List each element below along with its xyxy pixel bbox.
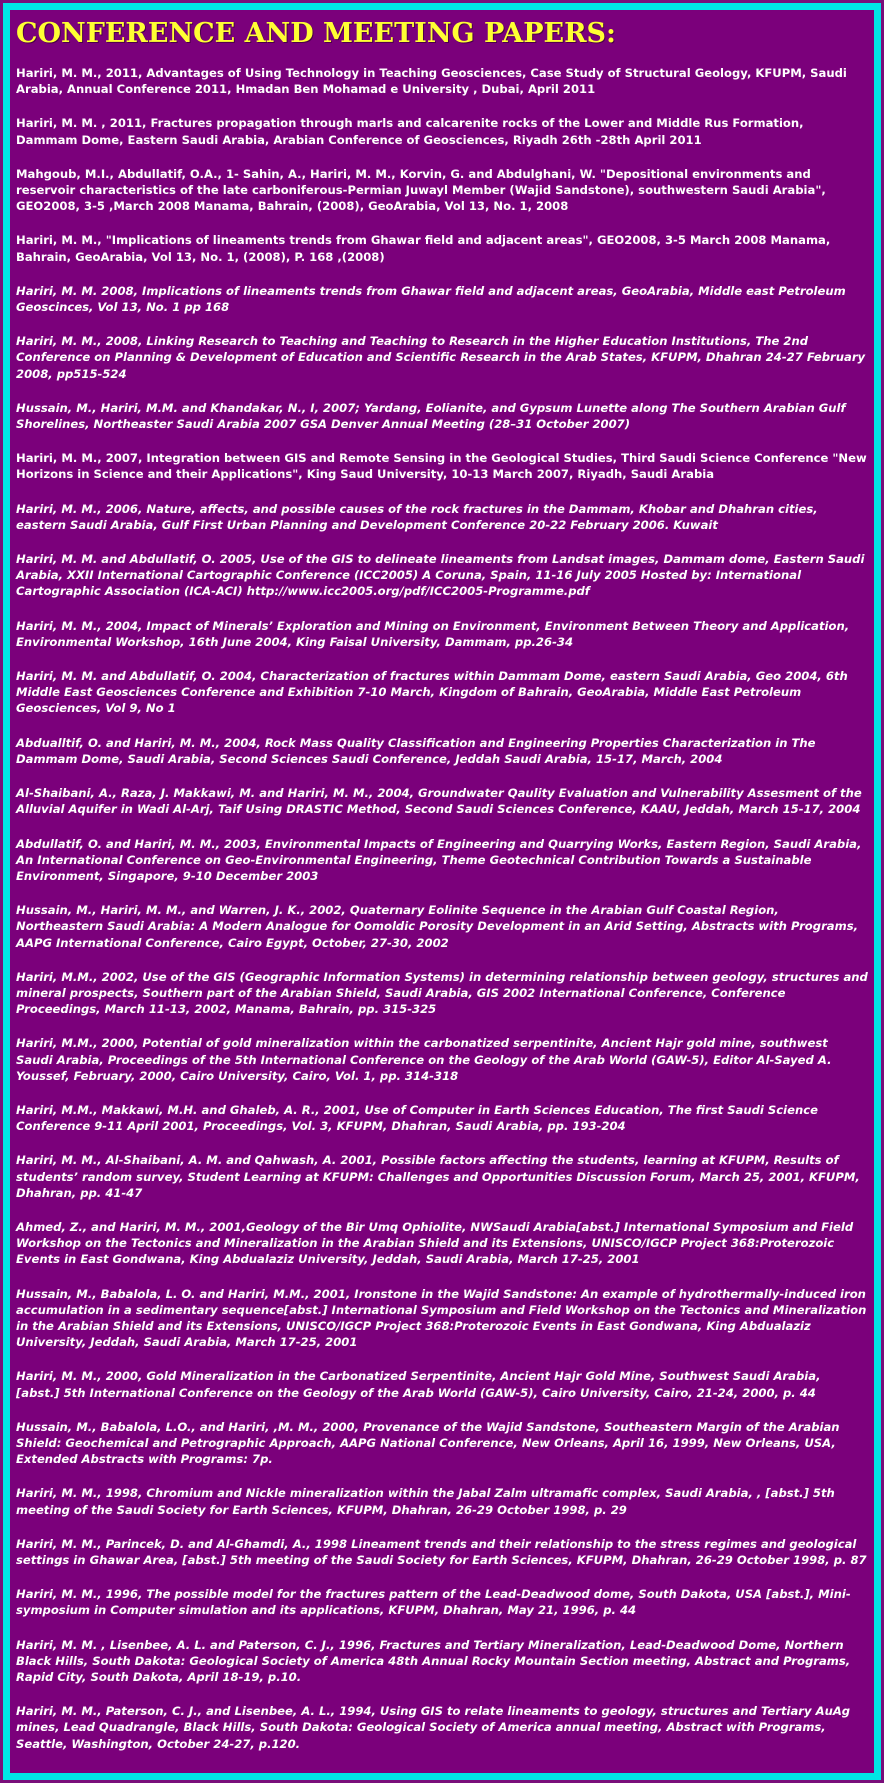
publication-entry: Hariri, M. M. 2008, Implications of lineaments trends from Ghawar field and adjacent areas, GeoArabia, Middle east Petroleum Geoscinces, Vol 13, No. 1 pp 168 [16, 283, 846, 315]
publication-entry: Hariri, M. M., 1996, The possible model for the fractures pattern of the Lead-Deadwood dome, South Dakota, USA [abst.], Mini-symposium in Computer simulation and its applications, KFUPM, Dhahran, May 21, 1996, p. 44 [16, 1587, 851, 1618]
publication-entry: Ahmed, Z., and Hariri, M. M., 2001,Geology of the Bir Umq Ophiolite, NWSaudi Arabia[abst.] International Symposium and Field Workshop on the Tectonics and Mineralization in the Arabian Shield and its Extensions, UNISCO/IGCP Project 368:Proterozoic Events in East Gondwana, King Abdualaziz University, Jeddah, Saudi Arabia, March 17-25, 2001 [16, 1219, 854, 1267]
publication-entry: Hariri, M. M., 1998, Chromium and Nickle mineralization within the Jabal Zalm ultramafic complex, Saudi Arabia, , [abst.] 5th meeting of the Saudi Society for Earth Sciences, KFUPM, Dhahran, 26-29 October 1998, p. 29 [16, 1486, 835, 1517]
page-frame [3, 3, 881, 1780]
publication-entry: Hussain, M., Hariri, M.M. and Khandakar, N., I, 2007; Yardang, Eolianite, and Gypsum Lunette along The Southern Arabian Gulf Shorelines, Northeaster Saudi Arabia 2007 GSA Denver Annual Meeting (28–31 October 2007) [16, 400, 846, 432]
publication-entry: Hussain, M., Hariri, M. M., and Warren, J. K., 2002, Quaternary Eolinite Sequence in the Arabian Gulf Coastal Region, Northeastern Saudi Arabia: A Modern Analogue for Oomoldic Porosity Development in an Arid Setting, Abstracts with Programs, AAPG International Conference, Cairo Egypt, October, 27-30, 2002 [16, 903, 859, 950]
publication-entry: Hariri, M. M. and Abdullatif, O. 2004, Characterization of fractures within Dammam Dome, eastern Saudi Arabia, Geo 2004, 6th Middle East Geosciences Conference and Exhibition 7-10 March, Kingdom of Bahrain, GeoArabia, Middle East Petroleum Geosciences, Vol 9, No 1 [16, 669, 848, 716]
publication-entry: Mahgoub, M.I., Abdullatif, O.A., 1- Sahin, A., Hariri, M. M., Korvin, G. and Abdulghani, W. "Depositional environments and reservoir characteristics of the late carboniferous-Permian Juwayl Member (Wajid Sandstone), southwestern Saudi Arabia", GEO2008, 3-5 ,March 2008 Manama, Bahrain, (2008), GeoArabia, Vol 13, No. 1, 2008 [16, 166, 826, 214]
page-title: CONFERENCE AND MEETING PAPERS: [16, 18, 617, 49]
publication-entry: Abdullatif, O. and Hariri, M. M., 2003, Environmental Impacts of Engineering and Quarrying Works, Eastern Region, Saudi Arabia, An International Conference on Geo-Environmental Engineering, Theme Geotechnical Contribution Towards a Sustainable Environment, Singapore, 9-10 December 2003 [16, 836, 862, 883]
publication-entry: Hariri, M. M. , Lisenbee, A. L. and Paterson, C. J., 1996, Fractures and Tertiary Mineralization, Lead-Deadwood Dome, Northern Black Hills, South Dakota: Geological Society of America 48th Annual Rocky Mountain Section meeting, Abstract and Programs, Rapid City, South Dakota, April 18-19, p.10. [16, 1637, 851, 1685]
publication-entry: Hariri, M. M. , 2011, Fractures propagation through marls and calcarenite rocks of the Lower and Middle Rus Formation, Dammam Dome, Eastern Saudi Arabia, Arabian Conference of Geosciences, Riyadh 26th -28th April 2011 [16, 116, 804, 147]
content [10, 10, 874, 1752]
publication-entry: Hussain, M., Babalola, L.O., and Hariri, ,M. M., 2000, Provenance of the Wajid Sandstone, Southeastern Margin of the Arabian Shield: Geochemical and Petrographic Approach, AAPG National Conference, New Orleans, April 16, 1999, New Orleans, USA, Extended Abstracts with Programs: 7p. [16, 1419, 840, 1467]
publication-entry: Hussain, M., Babalola, L. O. and Hariri, M.M., 2001, Ironstone in the Wajid Sandstone: An example of hydrothermally-induced iron accumulation in a sedimentary sequence[abst.] International Symposium and Field Workshop on the Tectonics and Mineralization in the Arabian Shield and its Extensions, UNISCO/IGCP Project 368:Proterozoic Events in East Gondwana, King Abdualaziz University, Jeddah, Saudi Arabia, March 17-25, 2001 [16, 1286, 867, 1350]
publication-list [16, 65, 868, 1752]
publication-entry: Hariri, M.M., 2000, Potential of gold mineralization within the carbonatized serpentinite, Ancient Hajr gold mine, southwest Saudi Arabia, Proceedings of the 5th International Conference on the Geology of the Arab World (GAW-5), Editor Al-Sayed A. Youssef, February, 2000, Cairo University, Cairo, Vol. 1, pp. 314-318 [16, 1036, 832, 1083]
publication-entry: Hariri, M.M., Makkawi, M.H. and Ghaleb, A. R., 2001, Use of Computer in Earth Sciences Education, The first Saudi Science Conference 9-11 April 2001, Proceedings, Vol. 3, KFUPM, Dhahran, Saudi Arabia, pp. 193-204 [16, 1102, 818, 1134]
publication-entry: Hariri, M. M., Paterson, C. J., and Lisenbee, A. L., 1994, Using GIS to relate lineaments to geology, structures and Tertiary AuAg mines, Lead Quadrangle, Black Hills, South Dakota: Geological Society of America annual meeting, Abstract with Programs, Seattle, Washington, October 24-27, p.120. [16, 1704, 851, 1751]
publication-entry: Hariri, M. M., 2008, Linking Research to Teaching and Teaching to Research in the Higher Education Institutions, The 2nd Conference on Planning & Development of Education and Scientific Research in the Arab States, KFUPM, Dhahran 24-27 February 2008, pp515-524 [16, 334, 866, 381]
publication-entry: Hariri, M. M., Al-Shaibani, A. M. and Qahwash, A. 2001, Possible factors affecting the students, learning at KFUPM, Results of students’ random survey, Student Learning at KFUPM: Challenges and Opportunities Discussion Forum, March 25, 2001, KFUPM, Dhahran, pp. 41-47 [16, 1153, 860, 1200]
publication-entry: Al-Shaibani, A., Raza, J. Makkawi, M. and Hariri, M. M., 2004, Groundwater Qaulity Evaluation and Vulnerability Assesment of the Alluvial Aquifer in Wadi Al-Arj, Taif Using DRASTIC Method, Second Saudi Sciences Conference, KAAU, Jeddah, March 15-17, 2004 [16, 786, 862, 817]
publication-entry: Hariri, M. M., 2011, Advantages of Using Technology in Teaching Geosciences, Case Study of Structural Geology, KFUPM, Saudi Arabia, Annual Conference 2011, Hmadan Ben Mohamad e University , Dubai, April 2011 [16, 66, 847, 97]
publication-entry: Hariri, M. M., "Implications of lineaments trends from Ghawar field and adjacent areas", GEO2008, 3-5 March 2008 Manama, Bahrain, GeoArabia, Vol 13, No. 1, (2008), P. 168 ,(2008) [16, 233, 831, 264]
publication-entry: Hariri, M. M., 2006, Nature, affects, and possible causes of the rock fractures in the Dammam, Khobar and Dhahran cities, eastern Saudi Arabia, Gulf First Urban Planning and Development Conference 20-22 February 2006. Kuwait [16, 501, 818, 532]
publication-entry: Hariri, M. M., 2004, Impact of Minerals’ Exploration and Mining on Environment, Environment Between Theory and Application, Environmental Workshop, 16th June 2004, King Faisal University, Dammam, pp.26-34 [16, 618, 850, 649]
publication-entry: Hariri, M. M., 2000, Gold Mineralization in the Carbonatized Serpentinite, Ancient Hajr Gold Mine, Southwest Saudi Arabia, [abst.] 5th International Conference on the Geology of the Arab World (GAW-5), Cairo University, Cairo, 21-24, 2000, p. 44 [16, 1369, 821, 1400]
publication-entry: Abdualltif, O. and Hariri, M. M., 2004, Rock Mass Quality Classification and Engineering Properties Characterization in The Dammam Dome, Saudi Arabia, Second Sciences Saudi Conference, Jeddah Saudi Arabia, 15-17, March, 2004 [16, 735, 816, 766]
publication-entry: Hariri, M. M., 2007, Integration between GIS and Remote Sensing in the Geological Studies, Third Saudi Science Conference "New Horizons in Science and their Applications", King Saud University, 10-13 March 2007, Riyadh, Saudi Arabia [16, 451, 867, 482]
publication-entry: Hariri, M.M., 2002, Use of the GIS (Geographic Information Systems) in determining relationship between geology, structures and mineral prospects, Southern part of the Arabian Shield, Saudi Arabia, GIS 2002 International Conference, Conference Proceedings, March 11-13, 2002, Manama, Bahrain, pp. 315-325 [16, 969, 868, 1017]
publication-entry: Hariri, M. M., Parincek, D. and Al-Ghamdi, A., 1998 Lineament trends and their relationship to the stress regimes and geological settings in Ghawar Area, [abst.] 5th meeting of the Saudi Society for Earth Sciences, KFUPM, Dhahran, 26-29 October 1998, p. 87 [16, 1536, 867, 1567]
publication-entry: Hariri, M. M. and Abdullatif, O. 2005, Use of the GIS to delineate lineaments from Landsat images, Dammam dome, Eastern Saudi Arabia, XXII International Cartographic Conference (ICC2005) A Coruna, Spain, 11-16 July 2005 Hosted by: International Cartographic Association (ICA-ACI) http://www.icc2005.org/pdf/ICC2005-Programme.pdf [16, 552, 865, 599]
